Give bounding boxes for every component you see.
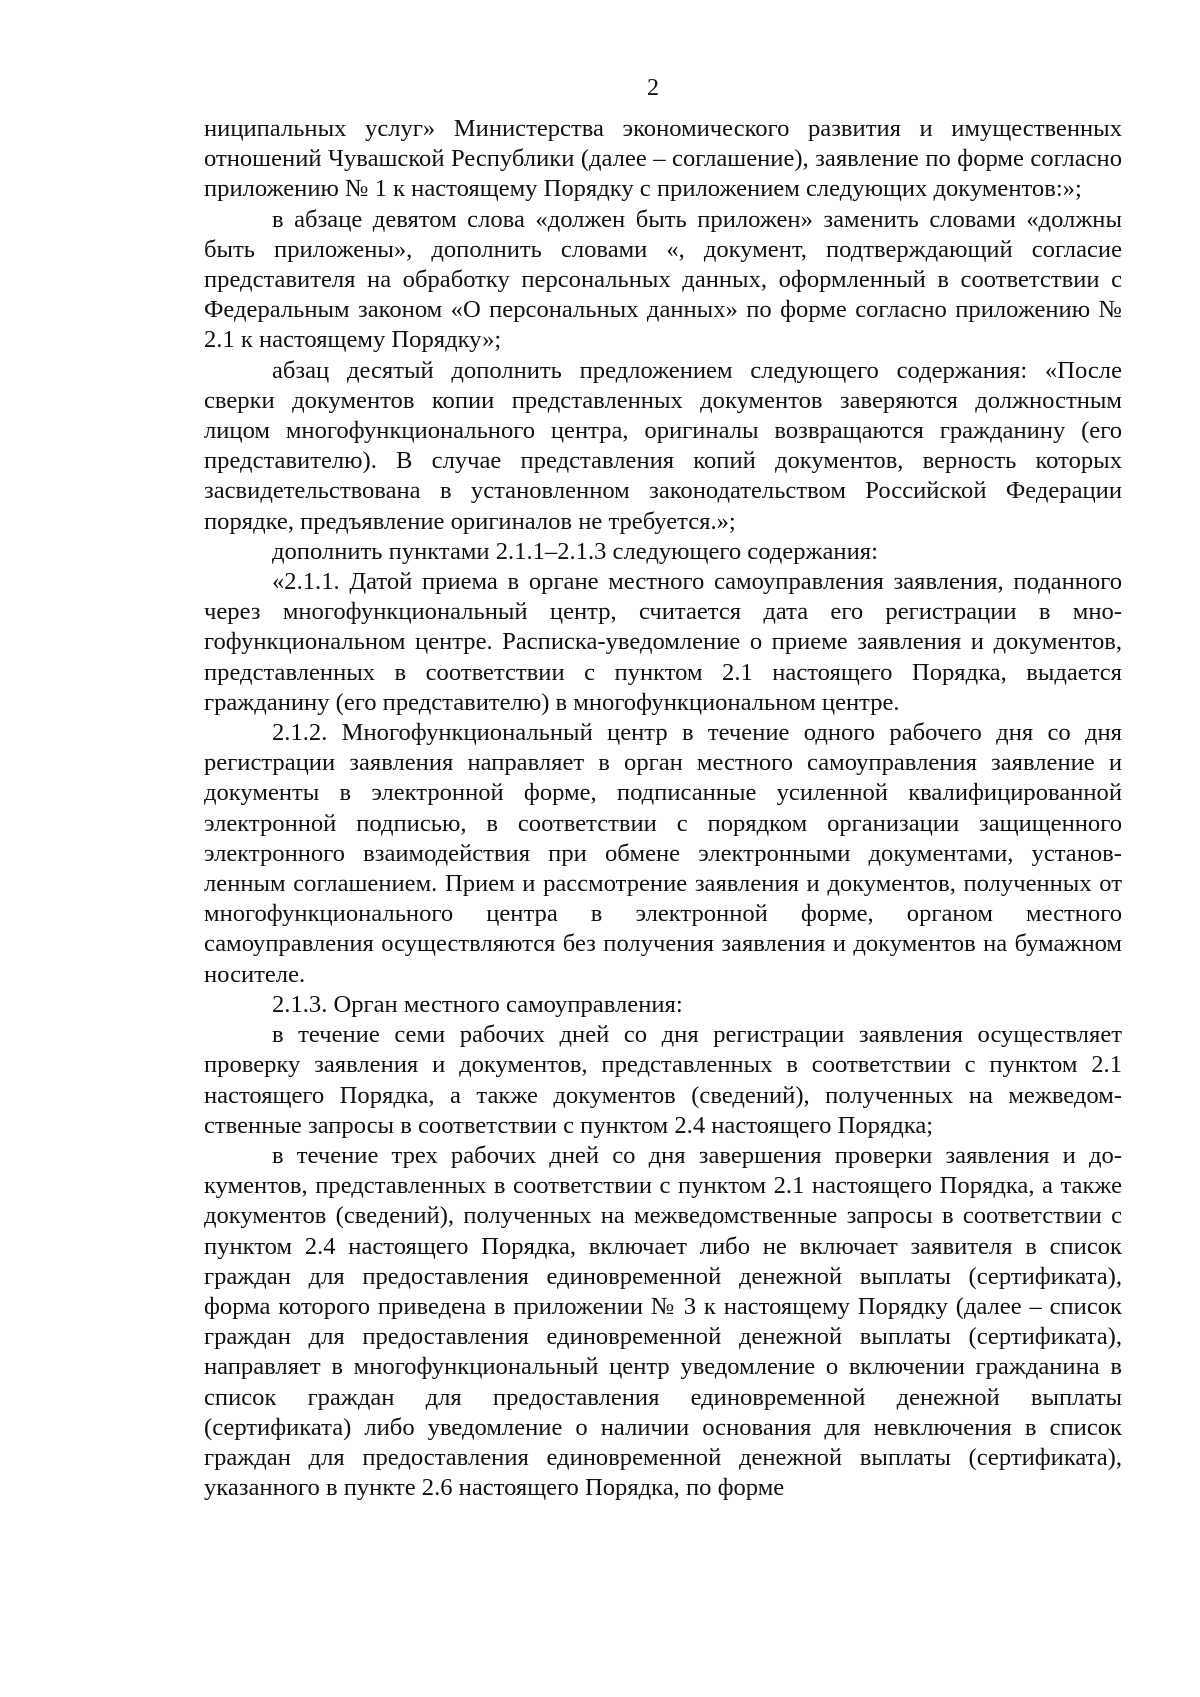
paragraph-4: дополнить пунктами 2.1.1–2.1.3 следующего содержания: (272, 537, 878, 565)
paragraph-1: ниципальных услуг» Министерства экономического развития и имущественных отношений Чувашской Республики (далее – соглашение), заявление по форме согласно приложению № 1 к настоящему Порядку с приложением следующих документов:»; (204, 115, 1122, 203)
paragraph-3: абзац десятый дополнить предложением следующего содержания: «После сверки документов копии представленных документов заверяются должностным лицом многофункционального центра, оригиналы возвращаются гражданину (его представителю). В случае представления копий документов, верность которых засвидетельствована в установленном законодательством Российской Федерации порядке, предъявление оригиналов не требуется.»; (204, 356, 1122, 535)
paragraph-5: «2.1.1. Датой приема в органе местного самоуправления заявления, поданного через многофункциональный центр, считается дата его регистрации в многофункциональном центре. Расписка-уведомление о приеме заявления и документов, представленных в соответствии с пунктом 2.1 настоящего Порядка, выдается гражданину (его представителю) в многофункциональном центре. (204, 568, 1122, 716)
paragraph-7: 2.1.3. Орган местного самоуправления: (272, 990, 683, 1018)
page-number: 2 (647, 75, 659, 101)
paragraph-8: в течение семи рабочих дней со дня регистрации заявления осуществляет проверку заявления и документов, представленных в соответствии с пунктом 2.1 настоящего Порядка, а также документов (сведений), полученных на межведомственные запросы в соответствии с пунктом 2.4 настоящего Порядка; (204, 1021, 1122, 1139)
paragraph-9: в течение трех рабочих дней со дня завершения проверки заявления и документов, представленных в соответствии с пунктом 2.1 настоящего Порядка, а также документов (сведений), полученных на межведомственные запросы в соответствии с пунктом 2.4 настоящего Порядка, включает либо не включает заявителя в список граждан для предоставления единовременной денежной выплаты (сертификата), форма которого приведена в приложении № 3 к настоящему Порядку (далее – список граждан для предоставления единовременной денежной выплаты (сертификата), направляет в многофункциональный центр уведомление о включении гражданина в список граждан для предоставления единовременной денежной выплаты (сертификата) либо уведомление о наличии основания для невключения в список граждан для предоставления единовременной денежной выплаты (сертификата), указанного в пункте 2.6 настоящего Порядка, по форме (204, 1141, 1122, 1502)
paragraph-2: в абзаце девятом слова «должен быть приложен» заменить словами «должны быть приложены», дополнить словами «, документ, подтверждающий согласие представителя на обработку персональных данных, оформленный в соответствии с Федеральным законом «О персональных данных» по форме согласно приложению № 2.1 к настоящему Порядку»; (204, 205, 1122, 354)
document-body (204, 114, 1122, 1503)
paragraph-6: 2.1.2. Многофункциональный центр в течение одного рабочего дня со дня регистрации заявления направляет в орган местного самоуправления заявление и документы в электронной форме, подписанные усиленной квалифицированной электронной подписью, в соответствии с порядком организации защищенного электронного взаимодействия при обмене электронными документами, установленным соглашением. Прием и рассмотрение заявления и документов, полученных от многофункционального центра в электронной форме, органом местного самоуправления осуществляются без получения заявления и документов на бумажном носителе. (204, 719, 1122, 988)
